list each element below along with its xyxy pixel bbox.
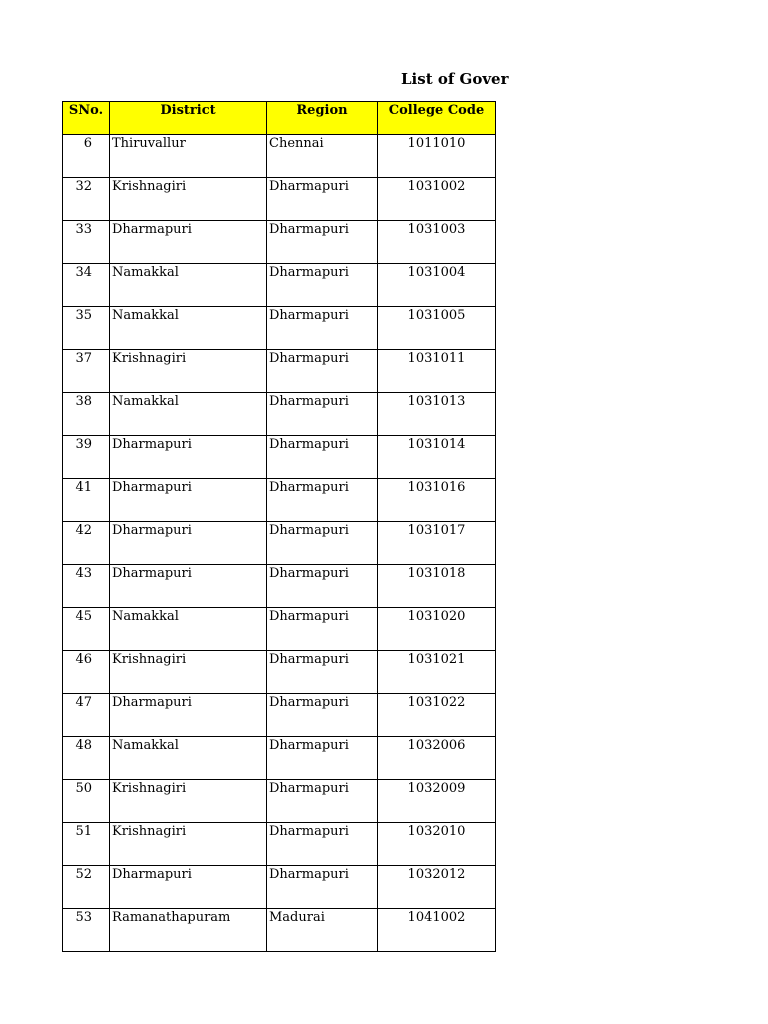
cell-district: Dharmapuri	[110, 565, 267, 608]
cell-region: Dharmapuri	[267, 479, 378, 522]
cell-district: Dharmapuri	[110, 694, 267, 737]
table-row	[63, 393, 496, 436]
cell-region: Dharmapuri	[267, 780, 378, 823]
cell-sno: 41	[63, 479, 110, 522]
cell-region: Dharmapuri	[267, 694, 378, 737]
table-row	[63, 780, 496, 823]
college-table-container	[62, 101, 496, 952]
table-row	[63, 823, 496, 866]
page-title: List of Gover	[401, 70, 509, 88]
cell-sno: 39	[63, 436, 110, 479]
cell-college-code: 1031021	[378, 651, 496, 694]
cell-district: Namakkal	[110, 608, 267, 651]
cell-region: Dharmapuri	[267, 307, 378, 350]
table-row	[63, 608, 496, 651]
table-row	[63, 350, 496, 393]
cell-sno: 46	[63, 651, 110, 694]
header-sno: SNo.	[63, 102, 110, 135]
header-college-code: College Code	[378, 102, 496, 135]
cell-sno: 38	[63, 393, 110, 436]
cell-college-code: 1041002	[378, 909, 496, 952]
cell-district: Krishnagiri	[110, 350, 267, 393]
cell-district: Krishnagiri	[110, 823, 267, 866]
cell-college-code: 1031002	[378, 178, 496, 221]
cell-sno: 47	[63, 694, 110, 737]
cell-sno: 33	[63, 221, 110, 264]
cell-college-code: 1032012	[378, 866, 496, 909]
cell-region: Dharmapuri	[267, 221, 378, 264]
cell-region: Dharmapuri	[267, 823, 378, 866]
table-row	[63, 694, 496, 737]
cell-college-code: 1031004	[378, 264, 496, 307]
cell-region: Chennai	[267, 135, 378, 178]
cell-college-code: 1031020	[378, 608, 496, 651]
table-row	[63, 221, 496, 264]
cell-region: Dharmapuri	[267, 608, 378, 651]
table-row	[63, 135, 496, 178]
cell-region: Dharmapuri	[267, 436, 378, 479]
cell-region: Dharmapuri	[267, 866, 378, 909]
table-row	[63, 264, 496, 307]
cell-sno: 34	[63, 264, 110, 307]
cell-sno: 37	[63, 350, 110, 393]
cell-college-code: 1032006	[378, 737, 496, 780]
cell-district: Krishnagiri	[110, 178, 267, 221]
cell-college-code: 1011010	[378, 135, 496, 178]
cell-college-code: 1031016	[378, 479, 496, 522]
cell-sno: 32	[63, 178, 110, 221]
cell-sno: 45	[63, 608, 110, 651]
cell-region: Dharmapuri	[267, 565, 378, 608]
cell-district: Krishnagiri	[110, 651, 267, 694]
cell-sno: 53	[63, 909, 110, 952]
cell-sno: 42	[63, 522, 110, 565]
table-row	[63, 479, 496, 522]
table-body	[63, 135, 496, 952]
cell-college-code: 1031011	[378, 350, 496, 393]
cell-college-code: 1031005	[378, 307, 496, 350]
cell-college-code: 1031014	[378, 436, 496, 479]
header-region: Region	[267, 102, 378, 135]
cell-sno: 50	[63, 780, 110, 823]
cell-district: Thiruvallur	[110, 135, 267, 178]
table-row	[63, 178, 496, 221]
cell-sno: 35	[63, 307, 110, 350]
table-row	[63, 565, 496, 608]
cell-region: Dharmapuri	[267, 350, 378, 393]
cell-district: Dharmapuri	[110, 221, 267, 264]
cell-sno: 6	[63, 135, 110, 178]
cell-sno: 51	[63, 823, 110, 866]
cell-district: Krishnagiri	[110, 780, 267, 823]
cell-district: Namakkal	[110, 264, 267, 307]
table-row	[63, 307, 496, 350]
cell-region: Dharmapuri	[267, 264, 378, 307]
cell-region: Dharmapuri	[267, 651, 378, 694]
table-row	[63, 909, 496, 952]
college-table	[62, 101, 496, 952]
cell-sno: 43	[63, 565, 110, 608]
cell-college-code: 1032009	[378, 780, 496, 823]
cell-district: Dharmapuri	[110, 866, 267, 909]
cell-college-code: 1031018	[378, 565, 496, 608]
header-district: District	[110, 102, 267, 135]
table-row	[63, 436, 496, 479]
table-row	[63, 522, 496, 565]
table-row	[63, 651, 496, 694]
cell-region: Dharmapuri	[267, 522, 378, 565]
cell-district: Dharmapuri	[110, 479, 267, 522]
table-header-row	[63, 102, 496, 135]
cell-region: Dharmapuri	[267, 737, 378, 780]
cell-sno: 48	[63, 737, 110, 780]
cell-region: Madurai	[267, 909, 378, 952]
cell-district: Dharmapuri	[110, 436, 267, 479]
cell-sno: 52	[63, 866, 110, 909]
table-row	[63, 866, 496, 909]
cell-district: Namakkal	[110, 307, 267, 350]
cell-college-code: 1032010	[378, 823, 496, 866]
table-row	[63, 737, 496, 780]
cell-college-code: 1031003	[378, 221, 496, 264]
cell-college-code: 1031013	[378, 393, 496, 436]
cell-district: Namakkal	[110, 737, 267, 780]
cell-district: Ramanathapuram	[110, 909, 267, 952]
cell-district: Namakkal	[110, 393, 267, 436]
cell-region: Dharmapuri	[267, 393, 378, 436]
cell-college-code: 1031022	[378, 694, 496, 737]
cell-region: Dharmapuri	[267, 178, 378, 221]
cell-district: Dharmapuri	[110, 522, 267, 565]
cell-college-code: 1031017	[378, 522, 496, 565]
